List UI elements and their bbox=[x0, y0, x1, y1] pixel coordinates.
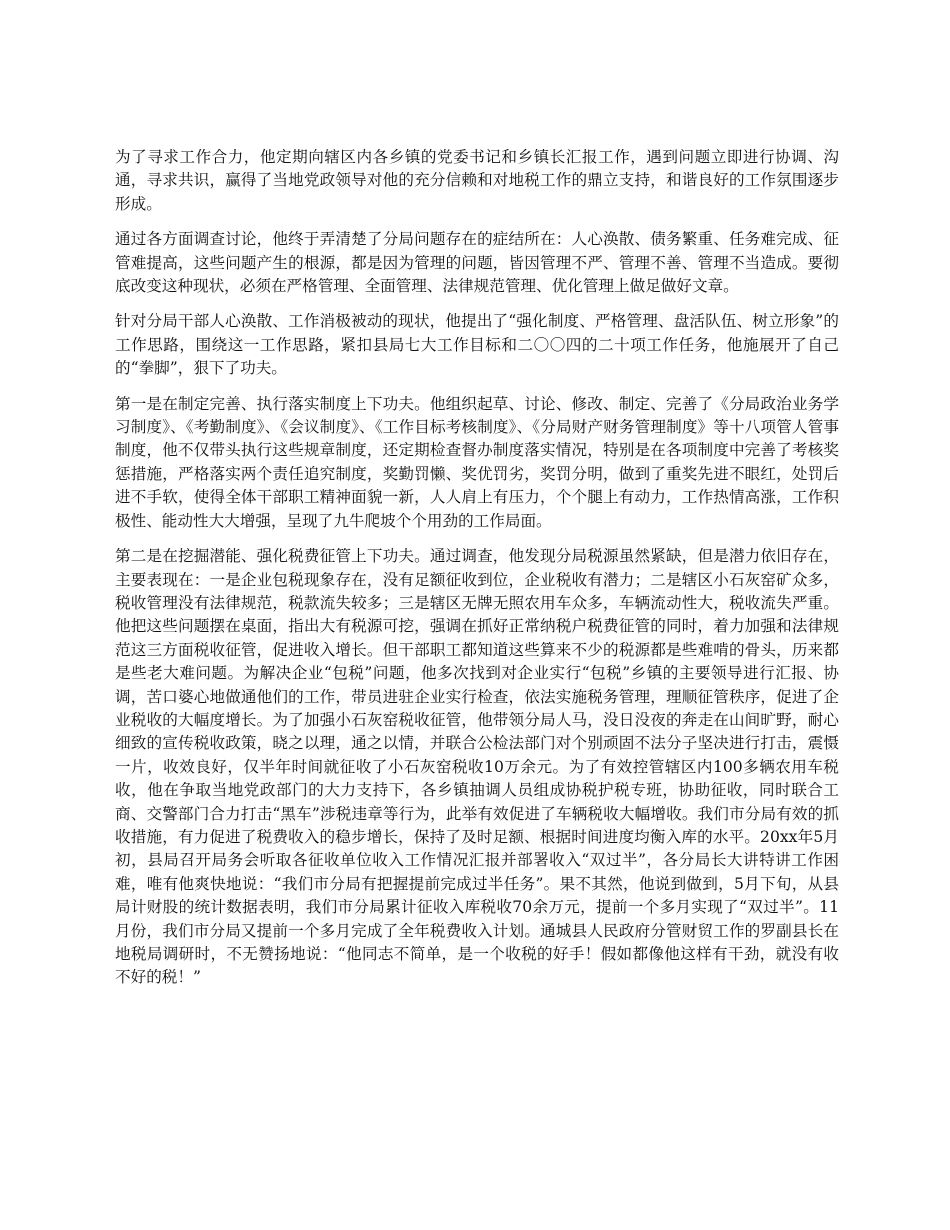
paragraph-2: 通过各方面调查讨论，他终于弄清楚了分局问题存在的症结所在：人心涣散、债务繁重、任务难完成、征管难提高，这些问题产生的根源，都是因为管理的问题，皆因管理不严、管理不善、管理不当造成。要彻底改变这种现状，必须在严格管理、全面管理、法律规范管理、优化管理上做足做好文章。 bbox=[115, 230, 839, 296]
document-body bbox=[115, 146, 839, 1002]
paragraph-4: 第一是在制定完善、执行落实制度上下功夫。他组织起草、讨论、修改、制定、完善了《分局政治业务学习制度》、《考勤制度》、《会议制度》、《工作目标考核制度》、《分局财产财务管理制度》等十八项管人管事制度，他不仅带头执行这些规章制度，还定期检查督办制度落实情况，特别是在各项制度中完善了考核奖惩措施，严格落实两个责任追究制度，奖勤罚懒、奖优罚劣，奖罚分明，做到了重奖先进不眼红，处罚后进不手软，使得全体干部职工精神面貌一新，人人肩上有压力，个个腿上有动力，工作热情高涨，工作积极性、能动性大大增强，呈现了九牛爬坡个个用劲的工作局面。 bbox=[115, 394, 839, 530]
paragraph-1: 为了寻求工作合力，他定期向辖区内各乡镇的党委书记和乡镇长汇报工作，遇到问题立即进行协调、沟通，寻求共识，赢得了当地党政领导对他的充分信赖和对地税工作的鼎立支持，和谐良好的工作氛围逐步形成。 bbox=[115, 148, 839, 213]
paragraph-3: 针对分局干部人心涣散、工作消极被动的现状，他提出了“强化制度、严格管理、盘活队伍、树立形象”的工作思路，围绕这一工作思路，紧扣县局七大工作目标和二〇〇四的二十项工作任务，他施展开了自己的“拳脚”，狠下了功夫。 bbox=[115, 312, 839, 378]
paragraph-5: 第二是在挖掘潜能、强化税费征管上下功夫。通过调查，他发现分局税源虽然紧缺，但是潜力依旧存在，主要表现在：一是企业包税现象存在，没有足额征收到位，企业税收有潜力；二是辖区小石灰窑矿众多，税收管理没有法律规范，税款流失较多；三是辖区无牌无照农用车众多，车辆流动性大，税收流失严重。他把这些问题摆在桌面，指出大有税源可挖，强调在抓好正常纳税户税费征管的同时，着力加强和法律规范这三方面税收征管，促进收入增长。但干部职工都知道这些算来不少的税源都是些难啃的骨头，历来都是些老大难问题。为解决企业“包税”问题，他多次找到对企业实行“包税”乡镇的主要领导进行汇报、协调，苦口婆心地做通他们的工作，带员进驻企业实行检查，依法实施税务管理，理顺征管秩序，促进了企业税收的大幅度增长。为了加强小石灰窑税收征管，他带领分局人马，没日没夜的奔走在山间旷野，耐心细致的宣传税收政策，晓之以理，通之以情，并联合公检法部门对个别顽固不法分子坚决进行打击，震慑一片，收效良好，仅半年时间就征收了小石灰窑税收10万余元。为了有效控管辖区内100多辆农用车税收，他在争取当地党政部门的大力支持下，各乡镇抽调人员组成协税护税专班，协助征收，同时联合工商、交警部门合力打击“黑车”涉税违章等行为，此举有效促进了车辆税收大幅增收。我们市分局有效的抓收措施，有力促进了税费收入的稳步增长，保持了及时足额、根据时间进度均衡入库的水平。20xx年5月初，县局召开局务会听取各征收单位收入工作情况汇报并部署收入“双过半”，各分局长大讲特讲工作困难，唯有他爽快地说：“我们市分局有把握提前完成过半任务”。果不其然，他说到做到，5月下旬，从县局计财股的统计数据表明，我们市分局累计征收入库税收70余万元，提前一个多月实现了“双过半”。11月份，我们市分局又提前一个多月完成了全年税费收入计划。通城县人民政府分管财贸工作的罗副县长在地税局调研时，不无赞扬地说：“他同志不简单，是一个收税的好手！假如都像他这样有干劲，就没有收不好的税！” bbox=[115, 547, 839, 987]
